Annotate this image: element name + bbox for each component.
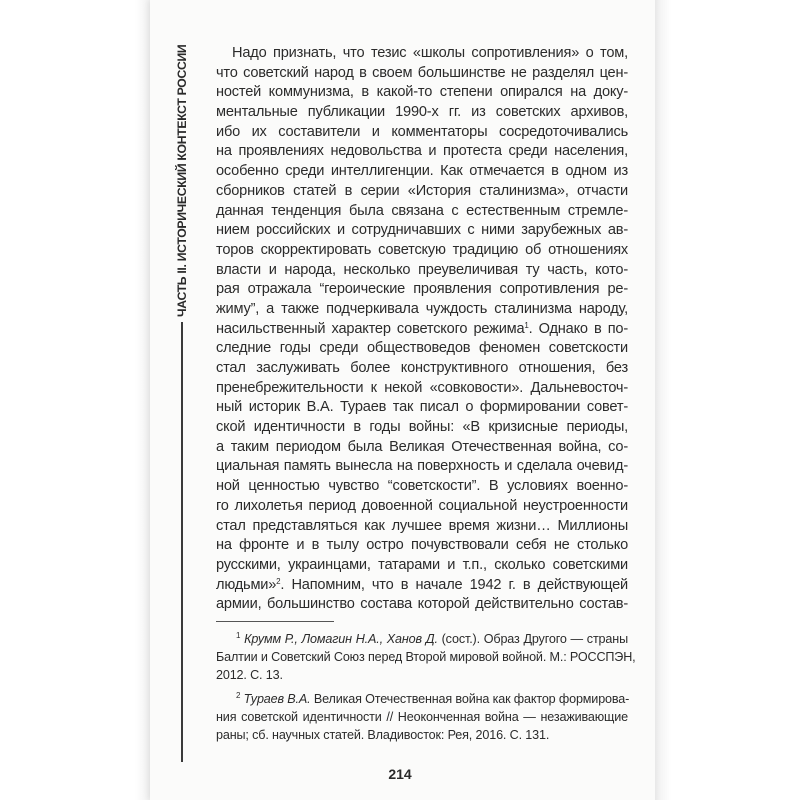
- footnote-1: [216, 630, 636, 684]
- text-line: что советский народ в своем большинстве не разделял цен-: [216, 64, 628, 81]
- page-edge: [655, 0, 800, 800]
- text-line: пренебрежительности к некой «совковости». Дальневосточ-: [216, 379, 628, 396]
- text-line: нием российских и сотрудничавших с ними зарубежных ав-: [216, 222, 628, 239]
- text-segment: людьми»: [216, 576, 277, 593]
- footnote-text: Великая Отечественная война как фактор формирова-: [310, 692, 630, 706]
- text-line: ностей коммунизма, в какой-то степени опирался на доку-: [216, 84, 628, 101]
- text-line: торов скорректировать советскую традицию об отношениях: [216, 241, 628, 258]
- footnote-line: [216, 690, 628, 708]
- text-line: на фронте и в тылу остро почувствовали себя не столько: [216, 537, 628, 554]
- text-line: го лихолетья период довоенной социальной неустроенности: [216, 497, 628, 514]
- text-line: стал представляться как лучшее время жизни… Миллионы: [216, 517, 628, 534]
- text-line: данная тенденция была связана с естественным стремле-: [216, 202, 628, 219]
- page-number: 214: [388, 766, 412, 782]
- text-line: армии, большинство состава которой действительно состав-: [216, 596, 628, 613]
- text-line: ибо их составители и комментаторы сосредоточивались: [216, 123, 628, 140]
- footnote-line: Балтии и Советский Союз перед Второй мировой войной. М.: РОССПЭН,: [216, 650, 636, 664]
- text-line: следние годы среди обществоведов феномен советскости: [216, 340, 628, 357]
- text-line: жиму”, а также подчеркивала чуждость сталинизма народу,: [216, 300, 628, 317]
- text-line: власти и народа, несколько преувеличивая ту часть, кото-: [216, 261, 628, 278]
- footnote-authors: Крумм Р., Ломагин Н.А., Ханов Д.: [244, 632, 438, 646]
- text-line: циальная память вынесла на поверхность и сделала очевид-: [216, 458, 628, 475]
- footnote-marker: 2: [236, 691, 241, 700]
- text-line: ной ценностью чувство “советскости”. В условиях военно-: [216, 478, 628, 495]
- text-line-with-footnote-2: [216, 576, 628, 596]
- page-gutter: [0, 0, 150, 800]
- running-head-text: ЧАСТЬ II. ИСТОРИЧЕСКИЙ КОНТЕКСТ РОССИИ: [175, 44, 189, 317]
- text-line: на проявлениях недовольства и протеста среди населения,: [216, 143, 628, 160]
- footnote-line: ния советской идентичности // Неоконченная война — незаживающие: [216, 710, 628, 724]
- text-line: ментальные публикации 1990-х гг. из советских архивов,: [216, 104, 628, 121]
- text-line: сборников статей в серии «История сталинизма», отчасти: [216, 182, 628, 199]
- running-head-rule: [181, 322, 183, 762]
- footnote-authors: Тураев В.А.: [243, 692, 311, 706]
- main-text: [216, 44, 628, 615]
- text-line: ской идентичности в годы войны: «В кризисные периоды,: [216, 419, 628, 436]
- footnotes: [216, 630, 636, 750]
- text-line: стал заслуживать более конструктивного отношения, без: [216, 360, 628, 376]
- footnote-ref-1[interactable]: 1: [524, 320, 529, 330]
- footnote-ref-2[interactable]: 2: [276, 576, 281, 586]
- text-line: рая отражала “героические проявления сопротивления ре-: [216, 281, 628, 298]
- footnote-line: 2012. С. 13.: [216, 668, 283, 682]
- text-segment: . Напомним, что в начале 1942 г. в действующей: [280, 576, 628, 593]
- footnote-marker: 1: [236, 631, 241, 640]
- text-segment: . Однако в по-: [528, 320, 628, 337]
- footnote-line: [216, 630, 628, 648]
- footnote-line: раны; сб. научных статей. Владивосток: Рея, 2016. С. 131.: [216, 728, 550, 742]
- text-line: Надо признать, что тезис «школы сопротивления» о том,: [232, 45, 628, 61]
- text-line: а таким периодом была Великая Отечественная война, со-: [216, 438, 628, 455]
- footnote-separator: [216, 621, 334, 622]
- text-segment: насильственный характер советского режима: [216, 320, 525, 337]
- text-line: русскими, украинцами, татарами и т.п., сколько советскими: [216, 556, 628, 573]
- running-head: [175, 44, 189, 317]
- text-line: особенно среди интеллигенции. Как отмечается в одном из: [216, 163, 628, 180]
- footnote-text: (сост.). Образ Другого — страны: [437, 632, 628, 646]
- footnote-2: [216, 690, 628, 744]
- text-line: ный историк В.А. Тураев так писал о формировании совет-: [216, 399, 628, 416]
- text-line-with-footnote-1: [216, 320, 628, 340]
